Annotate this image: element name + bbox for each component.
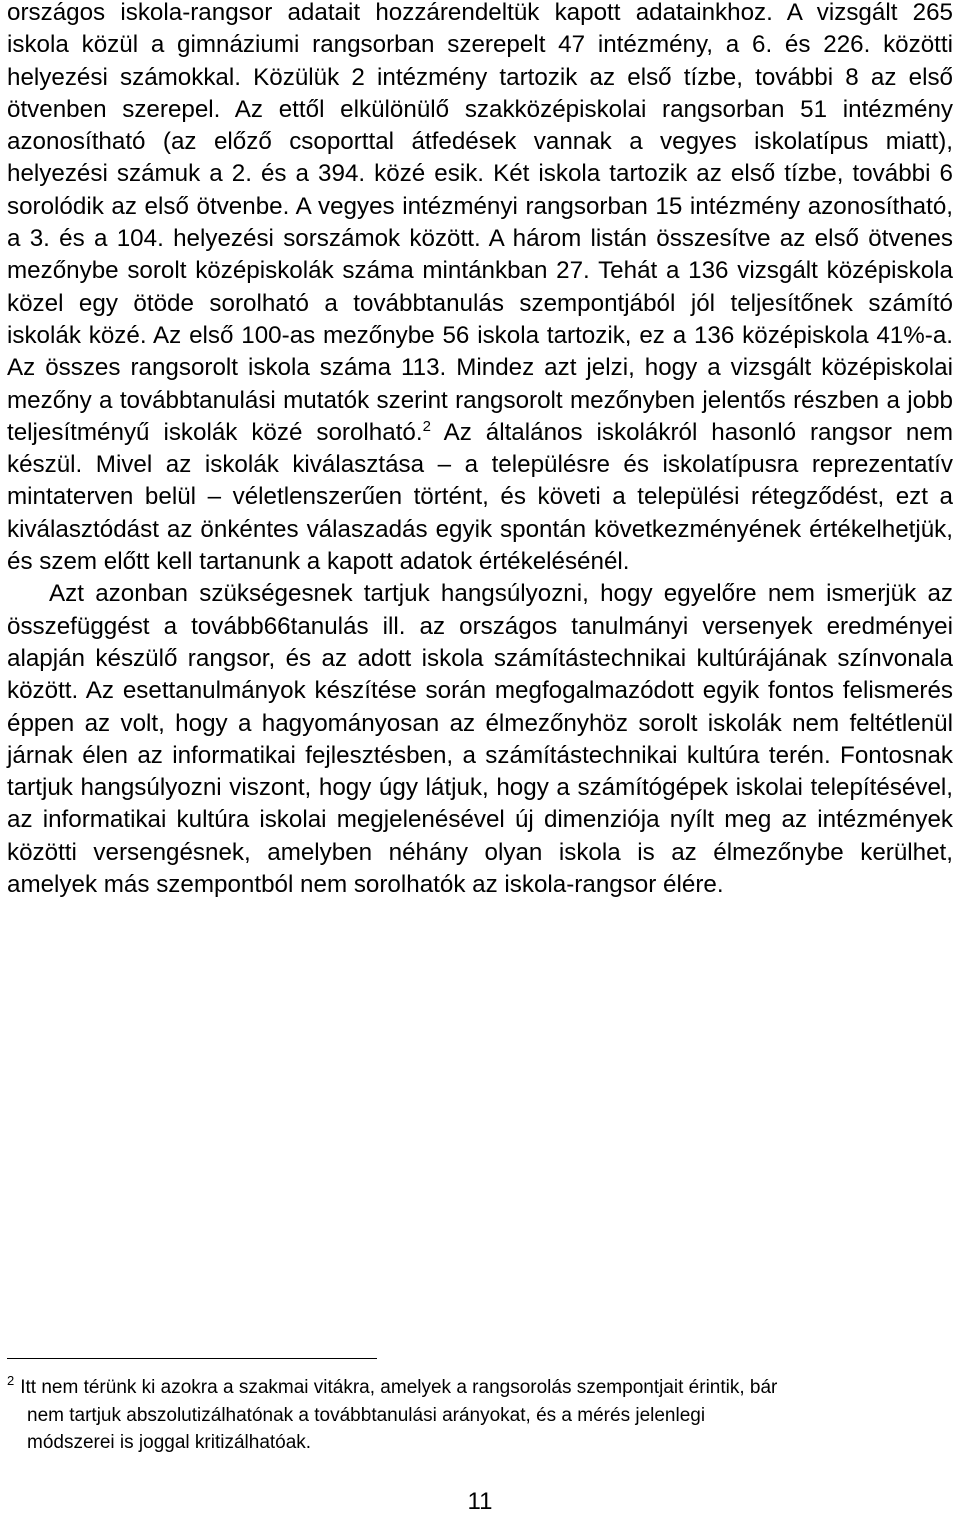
paragraph-1-text-continued: Az általános iskolákról hasonló rangsor nem készül. Mivel az iskolák kiválasztása – a településre és iskolatípusra reprezentatív mintaterven belül – véletlenszerűen történt, és követi a települési rétegződést, ezt a kiválasztódást az önkéntes válaszadás egyik spontán következményének értékelhetjük, és szem előtt kell tartanunk a kapott adatok értékelésénél. xyxy=(7,418,953,576)
footnote-line-1-text: Itt nem térünk ki azokra a szakmai vitákra, amelyek a rangsorolás szempontjait érintik, bár xyxy=(20,1377,778,1398)
footnote-line-2: nem tartjuk abszolutizálhatónak a továbbtanulási arányokat, és a mérés jelenlegi xyxy=(27,1404,706,1426)
body-paragraph-2: Azt azonban szükségesnek tartjuk hangsúlyozni, hogy egyelőre nem ismerjük az összefüggést a tovább66tanulás ill. az országos tanulmányi versenyek eredményei alapján készülő rangsor, és az adott iskola számítástechnikai kultúrájának színvonala között. Az esettanulmányok készítése során megfogalmazódott egyik fontos felismerés éppen az volt, hogy a hagyományosan az élmezőnyhöz sorolt iskolák nem feltétlenül járnak élen az informatikai fejlesztésben, a számítástechnikai kultúra terén. Fontosnak tartjuk hangsúlyozni viszont, hogy úgy látjuk, hogy a számítógépek iskolai telepítésével, az informatikai kultúra iskolai megjelenésével új dimenziója nyílt meg az intézmények közötti versengésnek, amelyben néhány olyan iskola is az élmezőnybe kerülhet, amelyek más szempontból nem sorolhatók az iskola-rangsor élére. xyxy=(7,580,953,899)
footnote xyxy=(7,1374,953,1457)
footnote-marker: 2 xyxy=(7,1373,15,1388)
paragraph-1-text: országos iskola-rangsor adatait hozzárendeltük kapott adatainkhoz. A vizsgált 265 iskola közül a gimnáziumi rangsorban szerepelt 47 intézmény, a 6. és 226. közötti helyezési számokkal. Közülük 2 intézmény tartozik az első tízbe, további 8 az első ötvenben szerepel. Az ettől elkülönülő szakközépiskolai rangsorban 51 intézmény azonosítható (az előző csoporttal átfedések vannak a vegyes iskolatípus miatt), helyezési számuk a 2. és a 394. közé esik. Két iskola tartozik az első tízbe, további 6 sorolódik az első ötvenbe. A vegyes intézményi rangsorban 15 intézmény azonosítható, a 3. és a 104. helyezési sorszámok között. A három listán összesítve az első ötvenes mezőnybe sorolt középiskolák száma mintánkban 27. Tehát a 136 vizsgált középiskola közel egy ötöde sorolható a továbbtanulás szempontjából jól teljesítőnek számító iskolák közé. Az első 100-as mezőnybe 56 iskola tartozik, ez a 136 középiskola 41%-a. Az összes rangsorolt iskola száma 113. Mindez azt jelzi, hogy a vizsgált középiskolai mezőny a továbbtanulási mutatók szerint rangsorolt mezőnyben jelentős részben a jobb teljesítményű iskolák közé sorolható. xyxy=(7,0,953,446)
footnote-separator xyxy=(7,1358,377,1359)
document-page xyxy=(7,0,953,901)
footnote-reference[interactable]: 2 xyxy=(422,417,431,435)
footnote-line-3: módszerei is joggal kritizálhatóak. xyxy=(27,1432,312,1453)
footnote-line-1 xyxy=(7,1374,953,1402)
body-paragraph-1 xyxy=(7,0,953,578)
page-number: 11 xyxy=(467,1488,493,1515)
